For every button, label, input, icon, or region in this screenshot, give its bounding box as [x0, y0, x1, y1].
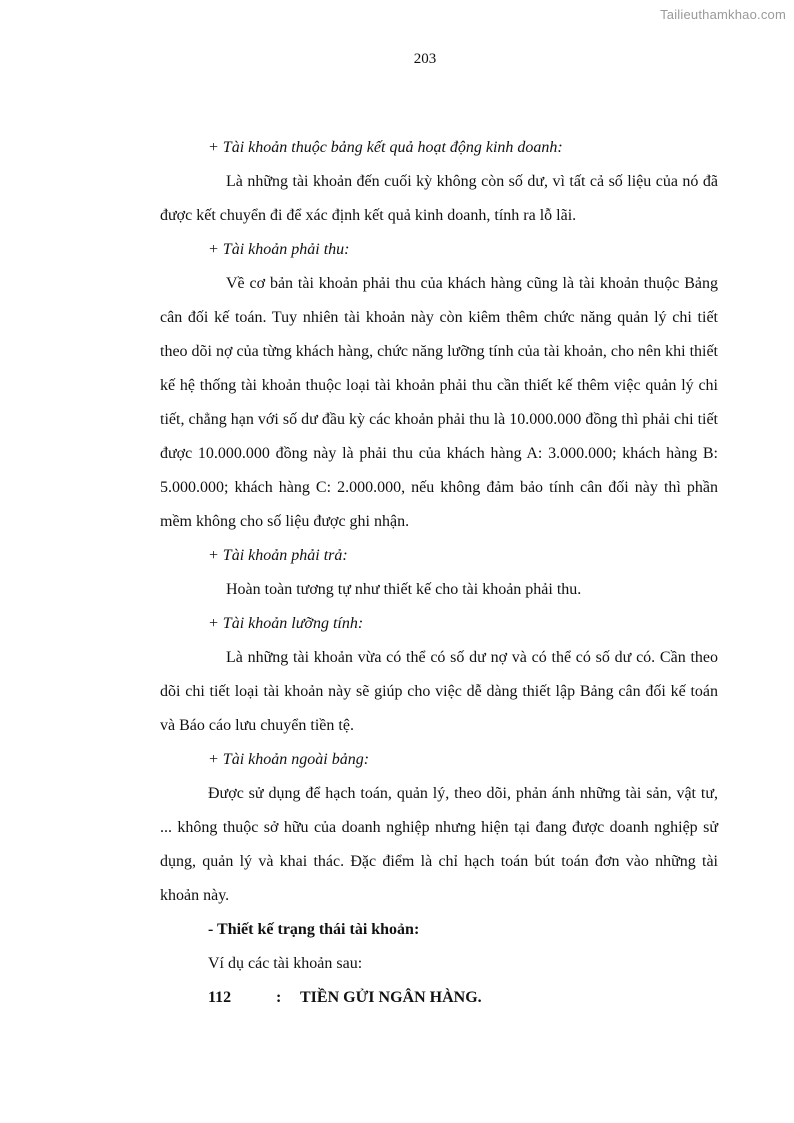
paragraph-ngoai-bang: Được sử dụng để hạch toán, quản lý, theo dõi, phản ánh những tài sản, vật tư, ... không thuộc sở hữu của doanh nghiệp nhưng hiện tại đang được doanh nghiệp sử dụng, quản lý và khai thác. Đặc điểm là chỉ hạch toán bút toán đơn vào những tài khoản này. [160, 785, 718, 904]
watermark-text: Tailieuthamkhao.com [660, 7, 786, 22]
paragraph-luong-tinh: Là những tài khoản vừa có thể có số dư nợ và có thể có số dư có. Cần theo dõi chi tiết loại tài khoản này sẽ giúp cho việc dễ dàng thiết lập Bảng cân đối kế toán và Báo cáo lưu chuyển tiền tệ. [160, 649, 718, 734]
section-heading-phai-thu: + Tài khoản phải thu: [208, 241, 350, 258]
account-row [160, 981, 718, 1015]
paragraph-phai-tra: Hoàn toàn tương tự như thiết kế cho tài khoản phải thu. [226, 581, 582, 598]
account-code: 112 [208, 989, 232, 1006]
paragraph-phai-thu: Về cơ bản tài khoản phải thu của khách hàng cũng là tài khoản thuộc Bảng cân đối kế toán. Tuy nhiên tài khoản này còn kiêm thêm chức năng quản lý chi tiết theo dõi nợ của từng khách hàng, chức năng lưỡng tính của tài khoản, cho nên khi thiết kế hệ thống tài khoản thuộc loại tài khoản phải thu cần thiết kế thêm việc quản lý chi tiết, chẳng hạn với số dư đầu kỳ các khoản phải thu là 10.000.000 đồng thì phải chi tiết được 10.000.000 đồng này là phải thu của khách hàng A: 3.000.000; khách hàng B: 5.000.000; khách hàng C: 2.000.000, nếu không đảm bảo tính cân đối này thì phần mềm không cho số liệu được ghi nhận. [160, 275, 718, 530]
section-heading-kqkd: + Tài khoản thuộc bảng kết quả hoạt động kinh doanh: [208, 139, 563, 156]
account-separator: : [276, 989, 282, 1006]
section-heading-trang-thai: - Thiết kế trạng thái tài khoản: [208, 921, 420, 938]
example-intro: Ví dụ các tài khoản sau: [208, 955, 363, 972]
section-heading-luong-tinh: + Tài khoản lưỡng tính: [208, 615, 364, 632]
account-name: TIỀN GỬI NGÂN HÀNG. [300, 989, 482, 1006]
page-number: 203 [413, 51, 437, 67]
section-heading-phai-tra: + Tài khoản phải trả: [208, 547, 348, 564]
section-heading-ngoai-bang: + Tài khoản ngoài bảng: [208, 751, 370, 768]
paragraph-kqkd: Là những tài khoản đến cuối kỳ không còn số dư, vì tất cả số liệu của nó đã được kết chuyển đi để xác định kết quả kinh doanh, tính ra lỗ lãi. [160, 173, 718, 224]
document-body [160, 131, 718, 1015]
